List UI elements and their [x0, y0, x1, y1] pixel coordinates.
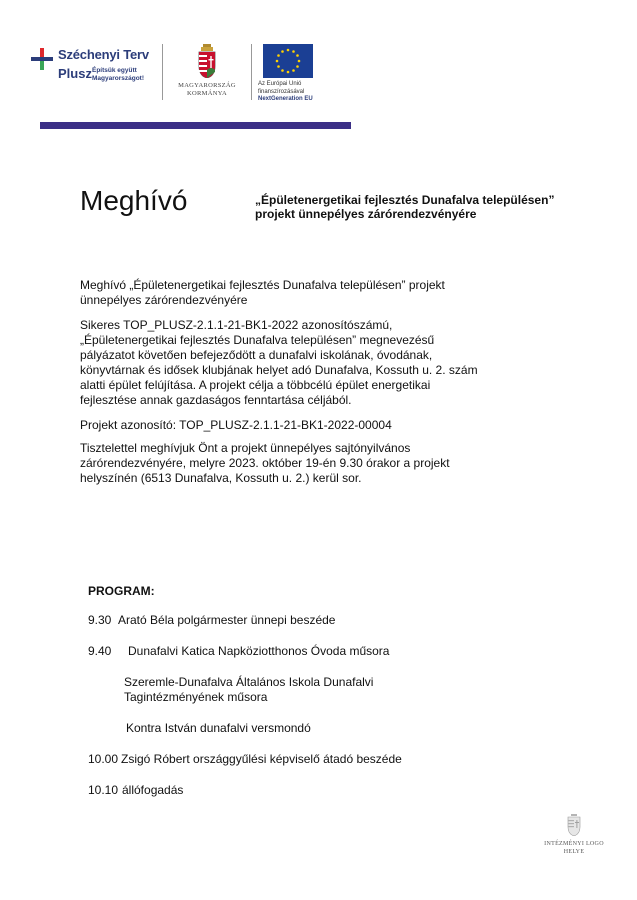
body-paragraph-project-id: Projekt azonosító: TOP_PLUSZ-2.1.1-21-BK1-2022-00004 — [80, 418, 392, 432]
program-item — [88, 644, 488, 659]
program-time: 9.40 — [88, 644, 112, 658]
szechenyi-tagline: Építsük együtt Magyarországot! — [92, 67, 145, 82]
program-item — [88, 613, 488, 628]
program-item — [88, 675, 488, 705]
institution-logo-placeholder: INTÉZMÉNYI LOGO HELYE — [544, 841, 604, 855]
program-time: 10.00 — [88, 752, 119, 766]
szechenyi-title: Széchenyi Terv — [58, 47, 149, 62]
body-paragraph-invitation: Tisztelettel meghívjuk Önt a projekt ünnepélyes sajtónyilvános zárórendezvényére, melyre 2023. október 19-én 9.30 órakor a projekt helyszínén (6513 Dunafalva, Kossuth u. 2.) kerül sor. — [80, 441, 450, 485]
program-time: 9.30 — [88, 613, 112, 627]
program-heading: PROGRAM: — [88, 584, 155, 598]
program-text: Zsigó Róbert országgyűlési képviselő átadó beszéde — [121, 752, 402, 766]
program-item — [88, 721, 488, 736]
program-section — [88, 584, 488, 814]
program-item — [88, 783, 488, 798]
logo-divider — [162, 44, 163, 100]
program-text: állófogadás — [122, 783, 184, 797]
szechenyi-plus: Plusz — [58, 66, 92, 81]
page-title: Meghívó — [80, 185, 188, 216]
eu-nextgeneration: NextGeneration EU — [258, 96, 313, 102]
body-paragraph-description: Sikeres TOP_PLUSZ-2.1.1-21-BK1-2022 azonosítószámú, „Épületenergetikai fejlesztés Dunafalva településen” megnevezésű pályázatot követően befejeződött a dunafalvi iskolának, óvodának, könyvtárnak és idősek klubjának helyet adó Dunafalva, Kossuth u. 2. szám alatti épület felújítása. A projekt célja a többcélú épület energetikai fejlesztése annak gazdaságos fenntartása céljából. — [80, 318, 478, 407]
eu-funding-text — [258, 81, 343, 104]
program-item — [88, 752, 488, 767]
program-text: Arató Béla polgármester ünnepi beszéde — [118, 613, 336, 627]
logo-divider — [251, 44, 252, 100]
invitation-body — [80, 278, 490, 496]
header-bar — [40, 122, 351, 129]
eu-flag-icon — [263, 44, 313, 78]
institution-crest-icon — [567, 814, 581, 836]
szechenyi-cross-icon — [31, 48, 53, 70]
hungarian-crest-icon — [197, 44, 217, 78]
program-time: 10.10 — [88, 783, 119, 797]
program-text: Kontra István dunafalvi versmondó — [126, 721, 311, 735]
page-subtitle: „Épületenergetikai fejlesztés Dunafalva településen” projekt ünnepélyes zárórendezvényére — [255, 193, 555, 221]
eu-funding-line: Az Európai Unió finanszírozásával — [258, 81, 305, 95]
program-text: Dunafalvi Katica Napköziotthonos Óvoda műsora — [128, 644, 390, 658]
government-name: MAGYARORSZÁG KORMÁNYA — [178, 82, 236, 97]
program-text: Szeremle-Dunafalva Általános Iskola Dunafalvi Tagintézményének műsora — [124, 675, 374, 704]
body-paragraph-intro: Meghívó „Épületenergetikai fejlesztés Dunafalva településen” projekt ünnepélyes zárórendezvényére — [80, 278, 445, 307]
